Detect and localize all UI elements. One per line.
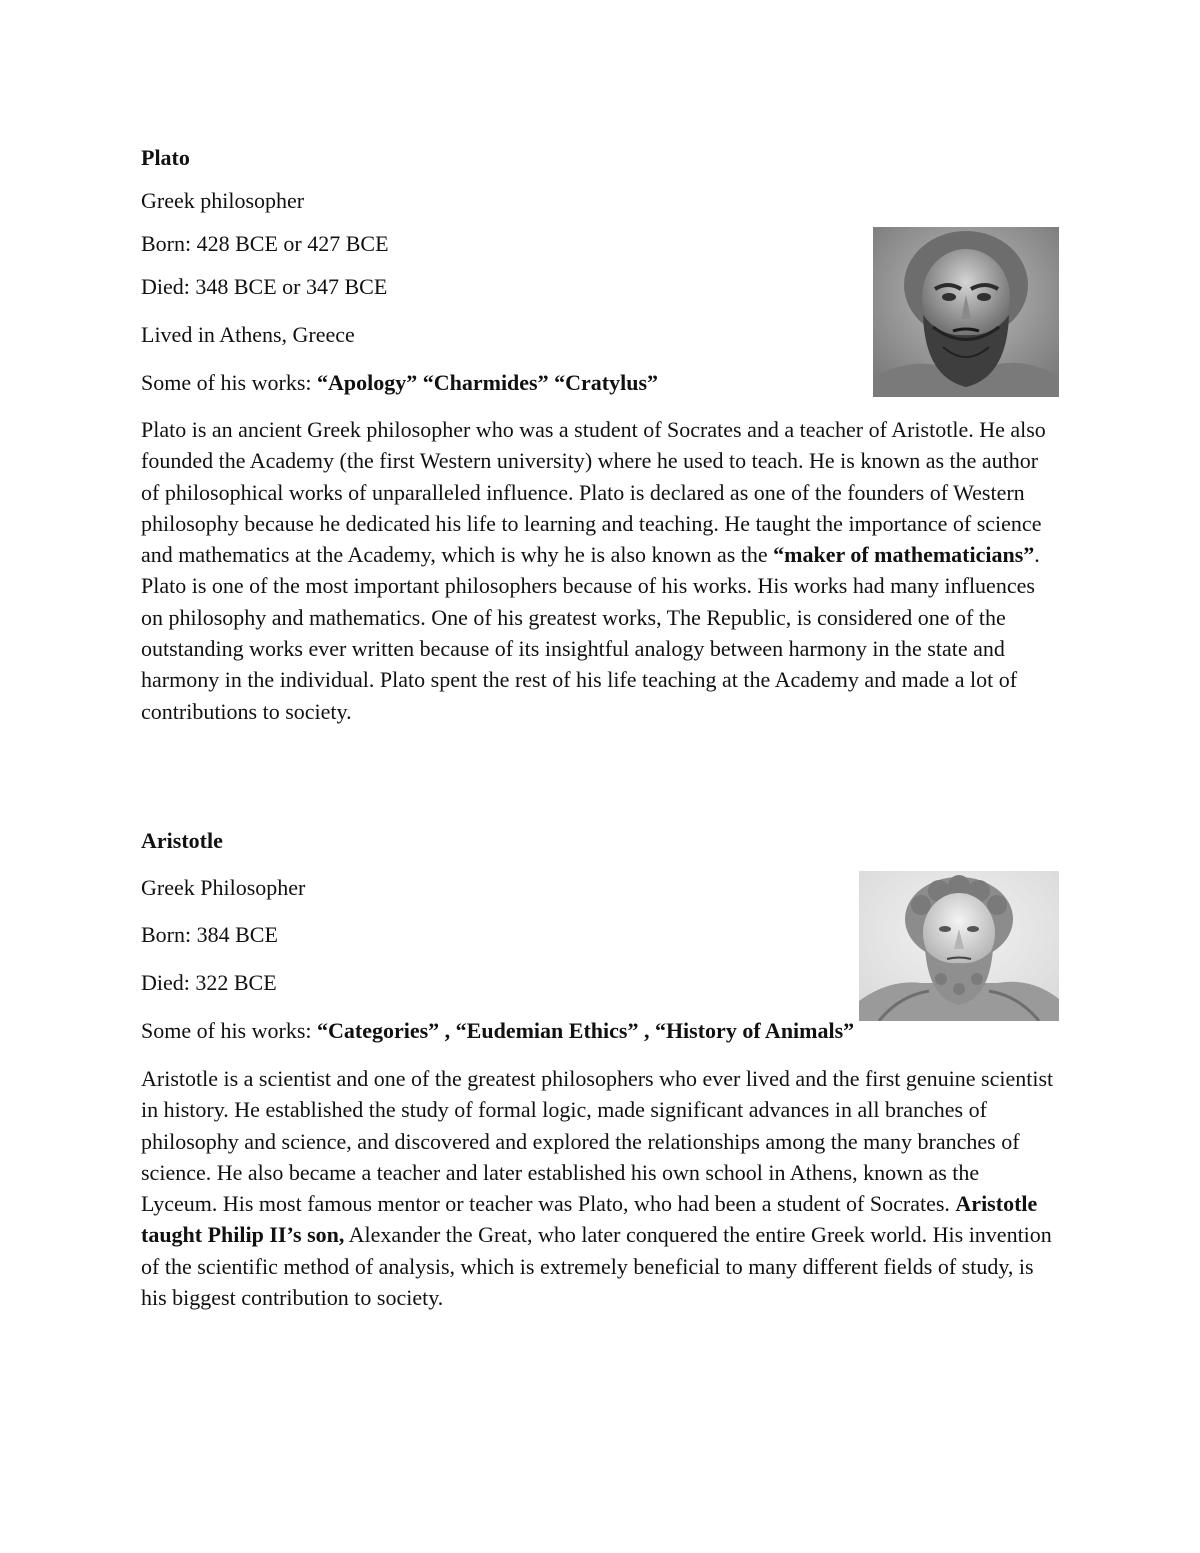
plato-bio-bold: “maker of mathematicians” <box>773 542 1035 568</box>
plato-bust-icon <box>873 227 1059 397</box>
plato-name-heading: Plato <box>141 145 190 170</box>
aristotle-works-titles: “Categories” , “Eudemian Ethics” , “History of Animals” <box>317 1018 855 1043</box>
aristotle-bio-bold: Aristotle taught Philip II’s son, <box>141 1191 1038 1248</box>
plato-portrait <box>873 227 1059 397</box>
aristotle-portrait <box>859 871 1059 1021</box>
aristotle-bust-icon <box>859 871 1059 1021</box>
aristotle-biography <box>141 1063 1061 1313</box>
aristotle-born: Born: 384 BCE <box>141 922 278 947</box>
plato-born: Born: 428 BCE or 427 BCE <box>141 231 389 256</box>
plato-lived: Lived in Athens, Greece <box>141 322 355 347</box>
aristotle-bio-text-1: Aristotle is a scientist and one of the greatest philosophers who ever lived and the first genuine scientist in history. He established the study of formal logic, made significant advances in all branches of philosophy and science, and discovered and explored the relationships among the many branches of science. He also became a teacher and later established his own school in Athens, known as the Lyceum. His most famous mentor or teacher was Plato, who had been a student of Socrates. <box>141 1066 1054 1217</box>
aristotle-died: Died: 322 BCE <box>141 970 277 995</box>
aristotle-works-prefix: Some of his works: <box>141 1018 317 1043</box>
plato-bio-text-2: . Plato is one of the most important philosophers because of his works. His works had many influences on philosophy and mathematics. One of his greatest works, The Republic, is considered one of the outstanding works ever written because of its insightful analogy between harmony in the state and harmony in the individual. Plato spent the rest of his life teaching at the Academy and made a lot of contributions to society. <box>141 542 1040 724</box>
plato-works-line <box>141 370 658 396</box>
aristotle-bio-text-2: Alexander the Great, who later conquered the entire Greek world. His invention of the scientific method of analysis, which is extremely beneficial to many different fields of study, is his biggest contribution to society. <box>141 1222 1052 1311</box>
aristotle-name-heading: Aristotle <box>141 828 223 853</box>
plato-bio-text-1: Plato is an ancient Greek philosopher who was a student of Socrates and a teacher of Aristotle. He also founded the Academy (the first Western university) where he used to teach. He is known as the author of philosophical works of unparalleled influence. Plato is declared as one of the founders of Western philosophy because he dedicated his life to learning and teaching. He taught the importance of science and mathematics at the Academy, which is why he is also known as the <box>141 417 1046 568</box>
plato-works-titles: “Apology” “Charmides” “Cratylus” <box>317 370 659 395</box>
plato-works-prefix: Some of his works: <box>141 370 317 395</box>
aristotle-subtitle: Greek Philosopher <box>141 875 306 900</box>
plato-subtitle: Greek philosopher <box>141 188 305 213</box>
aristotle-works-line <box>141 1018 854 1044</box>
plato-died: Died: 348 BCE or 347 BCE <box>141 274 388 299</box>
plato-biography <box>141 414 1061 727</box>
